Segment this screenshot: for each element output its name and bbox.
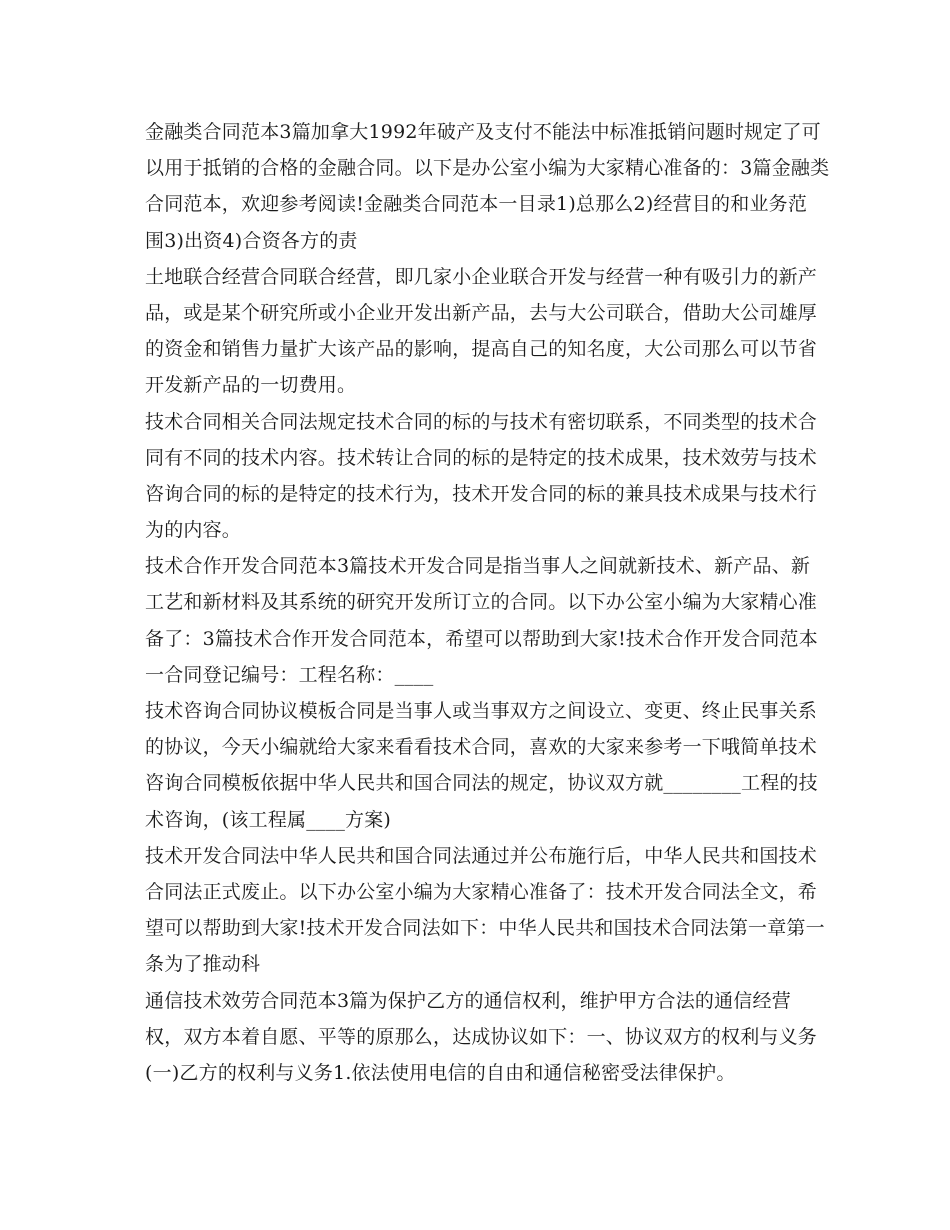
text-line: 合同法正式废止。以下办公室小编为大家精心准备了：技术开发合同法全文，希 bbox=[145, 880, 818, 903]
text-line: 术咨询，(该工程属____方案) bbox=[145, 808, 392, 831]
text-line: 合同范本，欢迎参考阅读!金融类合同范本一目录1)总那么2)经营目的和业务范 bbox=[145, 193, 808, 216]
text-line: 通信技术效劳合同范本3篇为保护乙方的通信权利，维护甲方合法的通信经营 bbox=[145, 989, 791, 1012]
text-line: 以用于抵销的合格的金融合同。以下是办公室小编为大家精心准备的：3篇金融类 bbox=[145, 157, 830, 180]
text-line: 土地联合经营合同联合经营，即几家小企业联合开发与经营一种有吸引力的新产 bbox=[145, 265, 818, 288]
paragraph-cooperative-development bbox=[145, 548, 818, 693]
text-line: (一)乙方的权利与义务1.依法使用电信的自由和通信秘密受法律保护。 bbox=[145, 1061, 736, 1084]
text-line: 咨询合同模板依据中华人民共和国合同法的规定，协议双方就________工程的技 bbox=[145, 772, 818, 795]
text-line: 咨询合同的标的是特定的技术行为，技术开发合同的标的兼具技术成果与技术行 bbox=[145, 482, 818, 505]
document-body bbox=[145, 114, 830, 1091]
paragraph-technology-contract-law bbox=[145, 404, 818, 549]
text-line: 开发新产品的一切费用。 bbox=[145, 374, 357, 397]
text-line: 望可以帮助到大家!技术开发合同法如下：中华人民共和国技术合同法第一章第一 bbox=[145, 917, 825, 940]
text-line: 同有不同的技术内容。技术转让合同的标的是特定的技术成果，技术效劳与技术 bbox=[145, 446, 818, 469]
paragraph-financial-contract bbox=[145, 114, 830, 259]
text-line: 技术合作开发合同范本3篇技术开发合同是指当事人之间就新技术、新产品、新 bbox=[145, 555, 811, 578]
text-line: 的资金和销售力量扩大该产品的影响，提高自己的知名度，大公司那么可以节省 bbox=[145, 338, 818, 361]
text-line: 金融类合同范本3篇加拿大1992年破产及支付不能法中标准抵销问题时规定了可 bbox=[145, 121, 821, 143]
text-line: 的协议，今天小编就给大家来看看技术合同，喜欢的大家来参考一下哦简单技术 bbox=[145, 736, 818, 759]
paragraph-consulting-agreement bbox=[145, 693, 818, 838]
paragraph-land-joint-operation bbox=[145, 259, 818, 404]
text-line: 工艺和新材料及其系统的研究开发所订立的合同。以下办公室小编为大家精心准 bbox=[145, 591, 818, 614]
text-line: 围3)出资4)合资各方的责 bbox=[145, 229, 358, 252]
text-line: 为的内容。 bbox=[145, 519, 242, 542]
text-line: 条为了推动科 bbox=[145, 953, 261, 976]
text-line: 品，或是某个研究所或小企业开发出新产品，去与大公司联合，借助大公司雄厚 bbox=[145, 301, 818, 324]
paragraph-telecom-service bbox=[145, 983, 818, 1092]
text-line: 技术开发合同法中华人民共和国合同法通过并公布施行后，中华人民共和国技术 bbox=[145, 844, 818, 867]
text-line: 备了：3篇技术合作开发合同范本，希望可以帮助到大家!技术合作开发合同范本 bbox=[145, 627, 818, 650]
text-line: 技术合同相关合同法规定技术合同的标的与技术有密切联系，不同类型的技术合 bbox=[145, 410, 818, 433]
text-line: 一合同登记编号：工程名称：____ bbox=[145, 663, 434, 686]
text-line: 技术咨询合同协议模板合同是当事人或当事双方之间设立、变更、终止民事关系 bbox=[145, 700, 818, 722]
paragraph-development-contract-law bbox=[145, 838, 825, 983]
text-line: 权，双方本着自愿、平等的原那么，达成协议如下：一、协议双方的权利与义务 bbox=[145, 1025, 818, 1048]
